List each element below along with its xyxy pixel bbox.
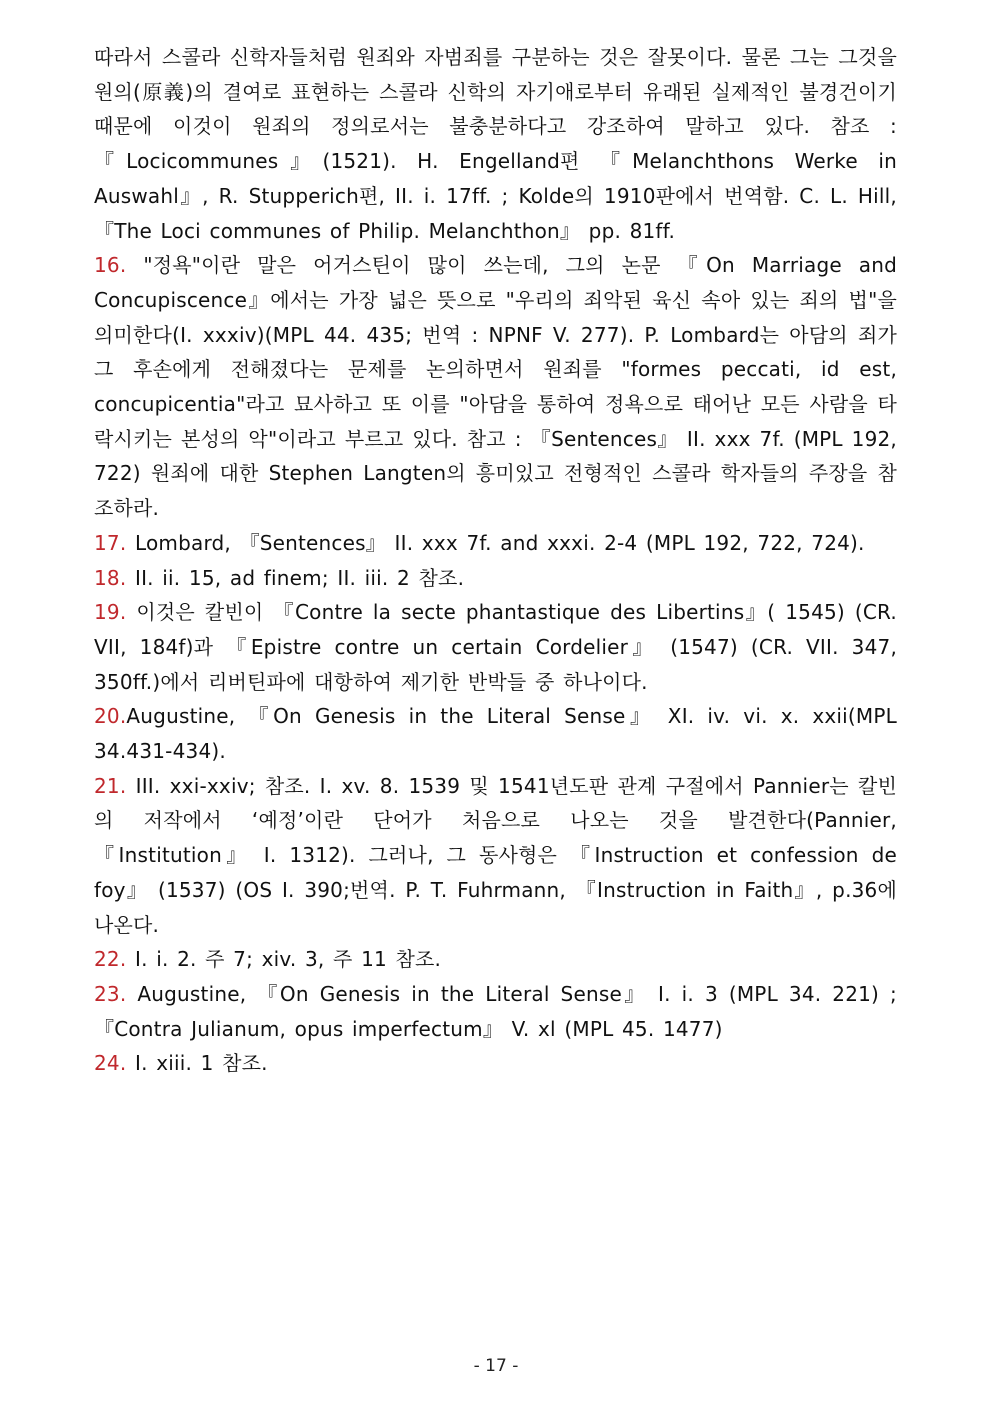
footnote-number: 23.: [94, 981, 127, 1006]
footnote-text: Lombard, 『Sentences』 II. xxx 7f. and xxxi. 2-4 (MPL 192, 722, 724).: [126, 530, 865, 555]
footnote-18: [94, 561, 897, 596]
footnote-number: 20.: [94, 704, 127, 729]
footnote-text: III. xxi-xxiv; 참조. I. xv. 8. 1539 및 1541년도판 관계 구절에서 Pannier는 칼빈의 저작에서 ‘예정’이란 단어가 처음으로 나오는 것을 발견한다(Pannier, 『Institution』 I. 1312). 그러나, 그 동사형은 『Instruction et confession de foy』 (1537) (OS I. 390;번역. P. T. Fuhrmann, 『Instruction in Faith』, p.36에 나온다.: [94, 773, 897, 937]
footnote-number: 17.: [94, 530, 127, 555]
footnote-number: 22.: [94, 947, 127, 972]
footnote-23: [94, 977, 897, 1046]
footnotes-body: [94, 40, 897, 1081]
footnote-text: Augustine, 『On Genesis in the Literal Sense』 I. i. 3 (MPL 34. 221) ; 『Contra Julianum, opus imperfectum』 V. xl (MPL 45. 1477): [94, 981, 897, 1041]
footnote-text: 따라서 스콜라 신학자들처럼 원죄와 자범죄를 구분하는 것은 잘못이다. 물론 그는 그것을 원의(原義)의 결여로 표현하는 스콜라 신학의 자기애로부터 유래된 실제적인 불경건이기 때문에 이것이 원죄의 정의로서는 불충분하다고 강조하여 말하고 있다. 참조 : 『Locicommunes』(1521). H. Engelland편 『Melanchthons Werke in Auswahl』, R. Stupperich편, II. i. 17ff. ; Kolde의 1910판에서 번역함. C. L. Hill, 『The Loci communes of Philip. Melanchthon』 pp. 81ff.: [94, 45, 897, 243]
footnote-19: [94, 595, 897, 699]
footnote-continuation: [94, 40, 897, 248]
footnote-24: [94, 1046, 897, 1081]
footnote-text: 이것은 칼빈이 『Contre la secte phantastique des Libertins』( 1545) (CR. VII, 184f)과 『Epistre contre un certain Cordelier』 (1547) (CR. VII. 347, 350ff.)에서 리버틴파에 대항하여 제기한 반박들 중 하나이다.: [94, 600, 897, 694]
footnote-text: Augustine, 『On Genesis in the Literal Sense』 XI. iv. vi. x. xxii(MPL 34.431-434).: [94, 704, 897, 764]
footnote-number: 19.: [94, 600, 127, 625]
footnote-text: II. ii. 15, ad finem; II. iii. 2 참조.: [126, 565, 465, 590]
footnote-16: [94, 248, 897, 526]
page-number: - 17 -: [473, 1356, 519, 1376]
footnote-text: I. i. 2. 주 7; xiv. 3, 주 11 참조.: [126, 947, 442, 972]
footnote-number: 21.: [94, 773, 127, 798]
footnote-number: 18.: [94, 565, 127, 590]
footnote-number: 24.: [94, 1051, 127, 1076]
footnote-22: [94, 942, 897, 977]
footnote-text: "정욕"이란 말은 어거스틴이 많이 쓰는데, 그의 논문 『On Marriage and Concupiscence』에서는 가장 넓은 뜻으로 "우리의 죄악된 육신 속아 있는 죄의 법"을 의미한다(I. xxxiv)(MPL 44. 435; 번역 : NPNF V. 277). P. Lombard는 아담의 죄가 그 후손에게 전해졌다는 문제를 논의하면서 원죄를 "formes peccati, id est, concupicentia"라고 묘사하고 또 이를 "아담을 통하여 정욕으로 태어난 모든 사람을 타락시키는 본성의 악"이라고 부르고 있다. 참고 : 『Sentences』 II. xxx 7f. (MPL 192, 722) 원죄에 대한 Stephen Langten의 흥미있고 전형적인 스콜라 학자들의 주장을 참조하라.: [94, 253, 897, 521]
footnote-number: 16.: [94, 253, 127, 278]
footnote-21: [94, 769, 897, 943]
footnote-20: [94, 699, 897, 768]
footnote-text: I. xiii. 1 참조.: [126, 1051, 268, 1076]
footnote-17: [94, 526, 897, 561]
